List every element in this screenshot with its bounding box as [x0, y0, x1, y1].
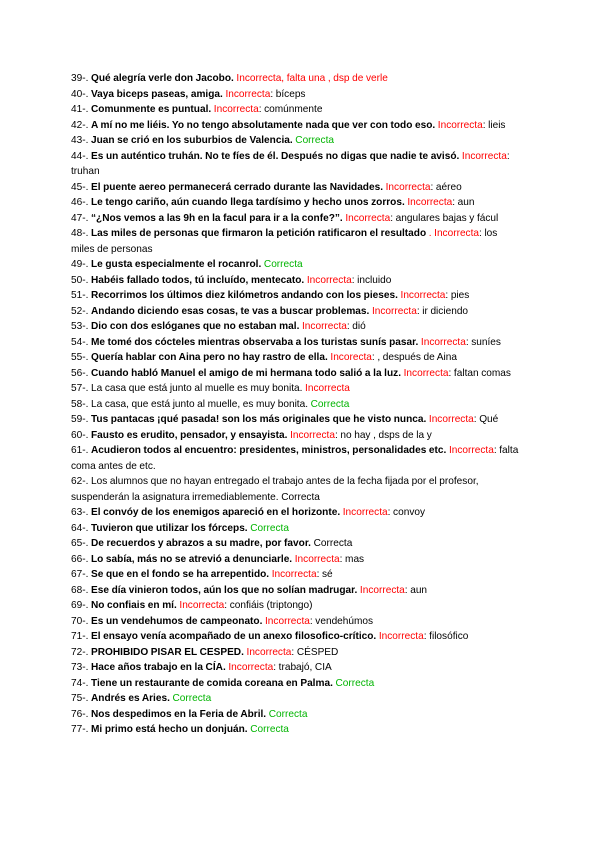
- entry-number: 47-.: [71, 212, 91, 224]
- entry-sentence: Se que en el fondo se ha arrepentido.: [91, 569, 270, 580]
- entry-sentence: La casa que está junto al muelle es muy bonita.: [91, 383, 303, 394]
- verdict-incorrect: Incorrecta: [179, 600, 225, 611]
- exercise-entry: [71, 614, 523, 630]
- entry-number: 59-.: [71, 414, 91, 425]
- entry-sentence: Los alumnos que no hayan entregado el trabajo antes de la fecha fijada por el profesor, suspenderán la asignatura irremediablemente.: [71, 476, 479, 503]
- verdict-incorrect: Incorrecta: [448, 445, 494, 456]
- exercise-entry: [71, 118, 523, 134]
- verdict-correct: Correcta: [263, 259, 303, 270]
- exercise-entry: [71, 397, 523, 413]
- correction-note: : comúnmente: [258, 104, 323, 115]
- verdict-incorrect: Incorrecta: [306, 274, 352, 286]
- exercise-entry: [71, 567, 523, 583]
- correction-note: : dió: [346, 321, 366, 332]
- exercise-entry: [71, 722, 523, 738]
- verdict-correct: Correcta: [268, 708, 308, 720]
- exercise-entry: [71, 226, 523, 257]
- exercise-entry: [71, 707, 523, 723]
- verdict-incorrect: Incorrecta: [420, 336, 466, 348]
- entry-sentence: Lo sabía, más no se atrevió a denunciarle.: [91, 553, 293, 565]
- entry-sentence: Acudieron todos al encuentro: presidentes, ministros, personalidades etc.: [91, 445, 447, 456]
- entry-number: 60-.: [71, 429, 91, 441]
- exercise-entry: [71, 521, 523, 537]
- entry-number: 52-.: [71, 305, 91, 317]
- exercise-entry: [71, 304, 523, 320]
- verdict-incorrect: Incorrecta: [294, 553, 340, 565]
- verdict-correct: Correcta: [295, 135, 334, 146]
- correction-note: : aun: [404, 584, 428, 596]
- entry-number: 39-.: [71, 73, 91, 84]
- exercise-entry: [71, 273, 523, 289]
- entry-sentence: Es un vendehumos de campeonato.: [91, 615, 263, 627]
- correction-note: : falta coma antes de etc.: [71, 445, 519, 472]
- entry-sentence: Es un auténtico truhán. No te fíes de él. Después no digas que nadie te avisó.: [91, 150, 460, 162]
- correction-note: : ir diciendo: [416, 305, 469, 317]
- verdict-incorrect: Incorrecta: [428, 414, 474, 425]
- correction-note: : bíceps: [270, 88, 306, 100]
- entry-number: 48-.: [71, 228, 91, 239]
- exercise-entry: [71, 381, 523, 397]
- correction-note: : sé: [316, 569, 333, 580]
- verdict-label: Correcta: [313, 538, 353, 549]
- exercise-entry: [71, 428, 523, 444]
- verdict-incorrect: Incorrecta: [213, 104, 259, 115]
- exercise-entry: [71, 474, 523, 505]
- entry-number: 55-.: [71, 352, 91, 363]
- entry-number: 42-.: [71, 119, 91, 131]
- entry-sentence: Le tengo cariño, aún cuando llega tardísimo y hecho unos zorros.: [91, 197, 405, 208]
- entry-number: 63-.: [71, 507, 91, 518]
- verdict-correct: Correcta: [250, 724, 289, 735]
- entry-sentence: Qué alegría verle don Jacobo.: [91, 73, 234, 84]
- entry-sentence: A mí no me liéis. Yo no tengo absolutamente nada que ver con todo eso.: [91, 119, 436, 131]
- entry-sentence: Habéis fallado todos, tú incluído, mentecato.: [91, 274, 305, 286]
- entry-number: 73-.: [71, 662, 91, 673]
- exercise-list: [71, 71, 523, 738]
- entry-sentence: Andrés es Aries.: [91, 693, 170, 704]
- entry-sentence: Las miles de personas que firmaron la petición ratificaron el resultado: [91, 228, 427, 239]
- entry-sentence: Juan se crió en los suburbios de Valencia.: [91, 135, 293, 146]
- correction-note: : trabajó, CIA: [273, 662, 332, 673]
- correction-note: : faltan comas: [448, 367, 511, 379]
- exercise-entry: [71, 412, 523, 428]
- exercise-entry: [71, 288, 523, 304]
- entry-number: 56-.: [71, 367, 91, 379]
- entry-number: 41-.: [71, 104, 91, 115]
- verdict-correct: Correcta: [310, 398, 350, 410]
- entry-number: 50-.: [71, 274, 91, 286]
- correction-note: : filosófico: [423, 631, 469, 642]
- exercise-entry: [71, 645, 523, 661]
- entry-sentence: La casa, que está junto al muelle, es muy bonita.: [91, 398, 309, 410]
- correction-note: : los miles de personas: [71, 228, 498, 255]
- entry-sentence: “¿Nos vemos a las 9h en la facul para ir a la confe?”.: [91, 212, 343, 224]
- correction-note: : convoy: [387, 507, 426, 518]
- entry-sentence: Vaya biceps paseas, amiga.: [91, 88, 223, 100]
- entry-number: 71-.: [71, 631, 91, 642]
- entry-number: 75-.: [71, 693, 91, 704]
- correction-note: : lieis: [482, 119, 506, 131]
- entry-sentence: No confiais en mí.: [91, 600, 177, 611]
- entry-number: 65-.: [71, 538, 91, 549]
- entry-number: 74-.: [71, 677, 91, 689]
- verdict-incorrect: Incorrecta: [359, 584, 405, 596]
- entry-number: 45-.: [71, 181, 91, 193]
- entry-number: 72-.: [71, 646, 91, 658]
- entry-sentence: Cuando habló Manuel el amigo de mi hermana todo salió a la luz.: [91, 367, 401, 379]
- exercise-entry: [71, 660, 523, 676]
- verdict-incorrect: Incorrecta: [461, 150, 507, 162]
- exercise-entry: [71, 335, 523, 351]
- verdict-incorrect: Incorrecta: [378, 631, 424, 642]
- entry-sentence: Fausto es erudito, pensador, y ensayista.: [91, 429, 288, 441]
- correction-note: : truhan: [71, 150, 510, 177]
- entry-sentence: Me tomé dos cócteles mientras observaba a los turistas sunís pasar.: [91, 336, 419, 348]
- exercise-entry: [71, 195, 523, 211]
- verdict-incorrect: Incorrecta: [371, 305, 417, 317]
- verdict-incorrect: Incorrecta: [228, 662, 274, 673]
- verdict-label: Correcta: [281, 491, 320, 503]
- entry-sentence: El puente aereo permanecerá cerrado durante las Navidades.: [91, 181, 384, 193]
- verdict-incorrect: Incorrecta: [305, 383, 350, 394]
- entry-sentence: El convóy de los enemigos apareció en el horizonte.: [91, 507, 341, 518]
- correction-note: : vendehúmos: [309, 615, 374, 627]
- verdict-incorrect: Incorrecta: [271, 569, 317, 580]
- exercise-entry: [71, 257, 523, 273]
- verdict-correct: Correcta: [335, 677, 375, 689]
- entry-sentence: El ensayo venía acompañado de un anexo filosofico-crítico.: [91, 631, 377, 642]
- entry-sentence: Dio con dos eslóganes que no estaban mal.: [91, 321, 300, 332]
- exercise-entry: [71, 133, 523, 149]
- entry-sentence: Tus pantacas ¡qué pasada! son los más originales que he visto nunca.: [91, 414, 427, 425]
- exercise-entry: [71, 180, 523, 196]
- entry-number: 61-.: [71, 445, 91, 456]
- entry-sentence: Le gusta especialmente el rocanrol.: [91, 259, 262, 270]
- verdict-incorrect: Incorrecta: [290, 429, 335, 441]
- entry-sentence: Mi primo está hecho un donjuán.: [91, 724, 248, 735]
- verdict-incorrect: Incorrecta: [342, 507, 388, 518]
- correction-note: : mas: [339, 553, 365, 565]
- entry-number: 69-.: [71, 600, 91, 611]
- entry-number: 64-.: [71, 522, 91, 534]
- entry-number: 62-.: [71, 476, 91, 487]
- entry-number: 46-.: [71, 197, 91, 208]
- correction-note: : aun: [452, 197, 475, 208]
- entry-number: 49-.: [71, 259, 91, 270]
- entry-sentence: Tiene un restaurante de comida coreana en Palma.: [91, 677, 333, 689]
- entry-number: 44-.: [71, 150, 91, 162]
- correction-note: : confiáis (triptongo): [224, 600, 313, 611]
- entry-number: 68-.: [71, 584, 91, 596]
- verdict-correct: Correcta: [250, 522, 289, 534]
- entry-number: 43-.: [71, 135, 91, 146]
- entry-sentence: PROHIBIDO PISAR EL CESPED.: [91, 646, 244, 658]
- verdict-incorrect: Incorecta: [330, 352, 372, 363]
- entry-sentence: Tuvieron que utilizar los fórceps.: [91, 522, 248, 534]
- exercise-entry: [71, 319, 523, 335]
- entry-sentence: Ese día vinieron todos, aún los que no solían madrugar.: [91, 584, 358, 596]
- verdict-incorrect: Incorrecta: [403, 367, 449, 379]
- entry-number: 57-.: [71, 383, 91, 394]
- entry-number: 58-.: [71, 398, 91, 410]
- exercise-entry: [71, 598, 523, 614]
- correction-note: : aéreo: [430, 181, 462, 193]
- exercise-entry: [71, 149, 523, 180]
- correction-note: : angulares bajas y fácul: [390, 212, 499, 224]
- exercise-entry: [71, 629, 523, 645]
- entry-number: 53-.: [71, 321, 91, 332]
- exercise-entry: [71, 211, 523, 227]
- exercise-entry: [71, 552, 523, 568]
- verdict-incorrect: Incorrecta: [437, 119, 483, 131]
- entry-number: 40-.: [71, 88, 91, 100]
- correction-note: : Qué: [473, 414, 499, 425]
- verdict-incorrect: Incorrecta: [385, 181, 431, 193]
- correction-note: : , después de Aina: [371, 352, 457, 363]
- correction-note: : pies: [445, 290, 470, 301]
- verdict-incorrect: Incorrecta: [407, 197, 453, 208]
- entry-number: 54-.: [71, 336, 91, 348]
- exercise-entry: [71, 536, 523, 552]
- entry-number: 76-.: [71, 708, 91, 720]
- verdict-incorrect: . Incorrecta: [428, 228, 480, 239]
- verdict-incorrect: Incorrecta: [400, 290, 446, 301]
- exercise-entry: [71, 102, 523, 118]
- exercise-entry: [71, 443, 523, 474]
- correction-note: : CÉSPED: [291, 646, 339, 658]
- entry-number: 51-.: [71, 290, 91, 301]
- entry-sentence: Recorrimos los últimos diez kilómetros andando con los pieses.: [91, 290, 398, 301]
- entry-number: 66-.: [71, 553, 91, 565]
- verdict-incorrect: Incorrecta: [225, 88, 271, 100]
- exercise-entry: [71, 676, 523, 692]
- exercise-entry: [71, 71, 523, 87]
- entry-sentence: Quería hablar con Aina pero no hay rastro de ella.: [91, 352, 328, 363]
- exercise-entry: [71, 366, 523, 382]
- entry-number: 67-.: [71, 569, 91, 580]
- correction-note: : suníes: [465, 336, 501, 348]
- exercise-entry: [71, 350, 523, 366]
- entry-sentence: Andando diciendo esas cosas, te vas a buscar problemas.: [91, 305, 370, 317]
- entry-sentence: Hace años trabajo en la CÍA.: [91, 662, 226, 673]
- verdict-incorrect: Incorrecta: [301, 321, 347, 332]
- exercise-entry: [71, 87, 523, 103]
- exercise-entry: [71, 691, 523, 707]
- entry-sentence: De recuerdos y abrazos a su madre, por favor.: [91, 538, 311, 549]
- exercise-entry: [71, 505, 523, 521]
- verdict-incorrect: Incorrecta: [246, 646, 292, 658]
- correction-note: : incluido: [351, 274, 392, 286]
- entry-sentence: Nos despedimos en la Feria de Abril.: [91, 708, 267, 720]
- verdict-correct: Correcta: [172, 693, 212, 704]
- verdict-incorrect: Incorrecta, falta una , dsp de verle: [236, 73, 388, 84]
- entry-number: 70-.: [71, 615, 91, 627]
- verdict-incorrect: Incorrecta: [345, 212, 391, 224]
- exercise-entry: [71, 583, 523, 599]
- verdict-incorrect: Incorrecta: [265, 615, 310, 627]
- entry-number: 77-.: [71, 724, 91, 735]
- entry-sentence: Comunmente es puntual.: [91, 104, 212, 115]
- correction-note: : no hay , dsps de la y: [334, 429, 432, 441]
